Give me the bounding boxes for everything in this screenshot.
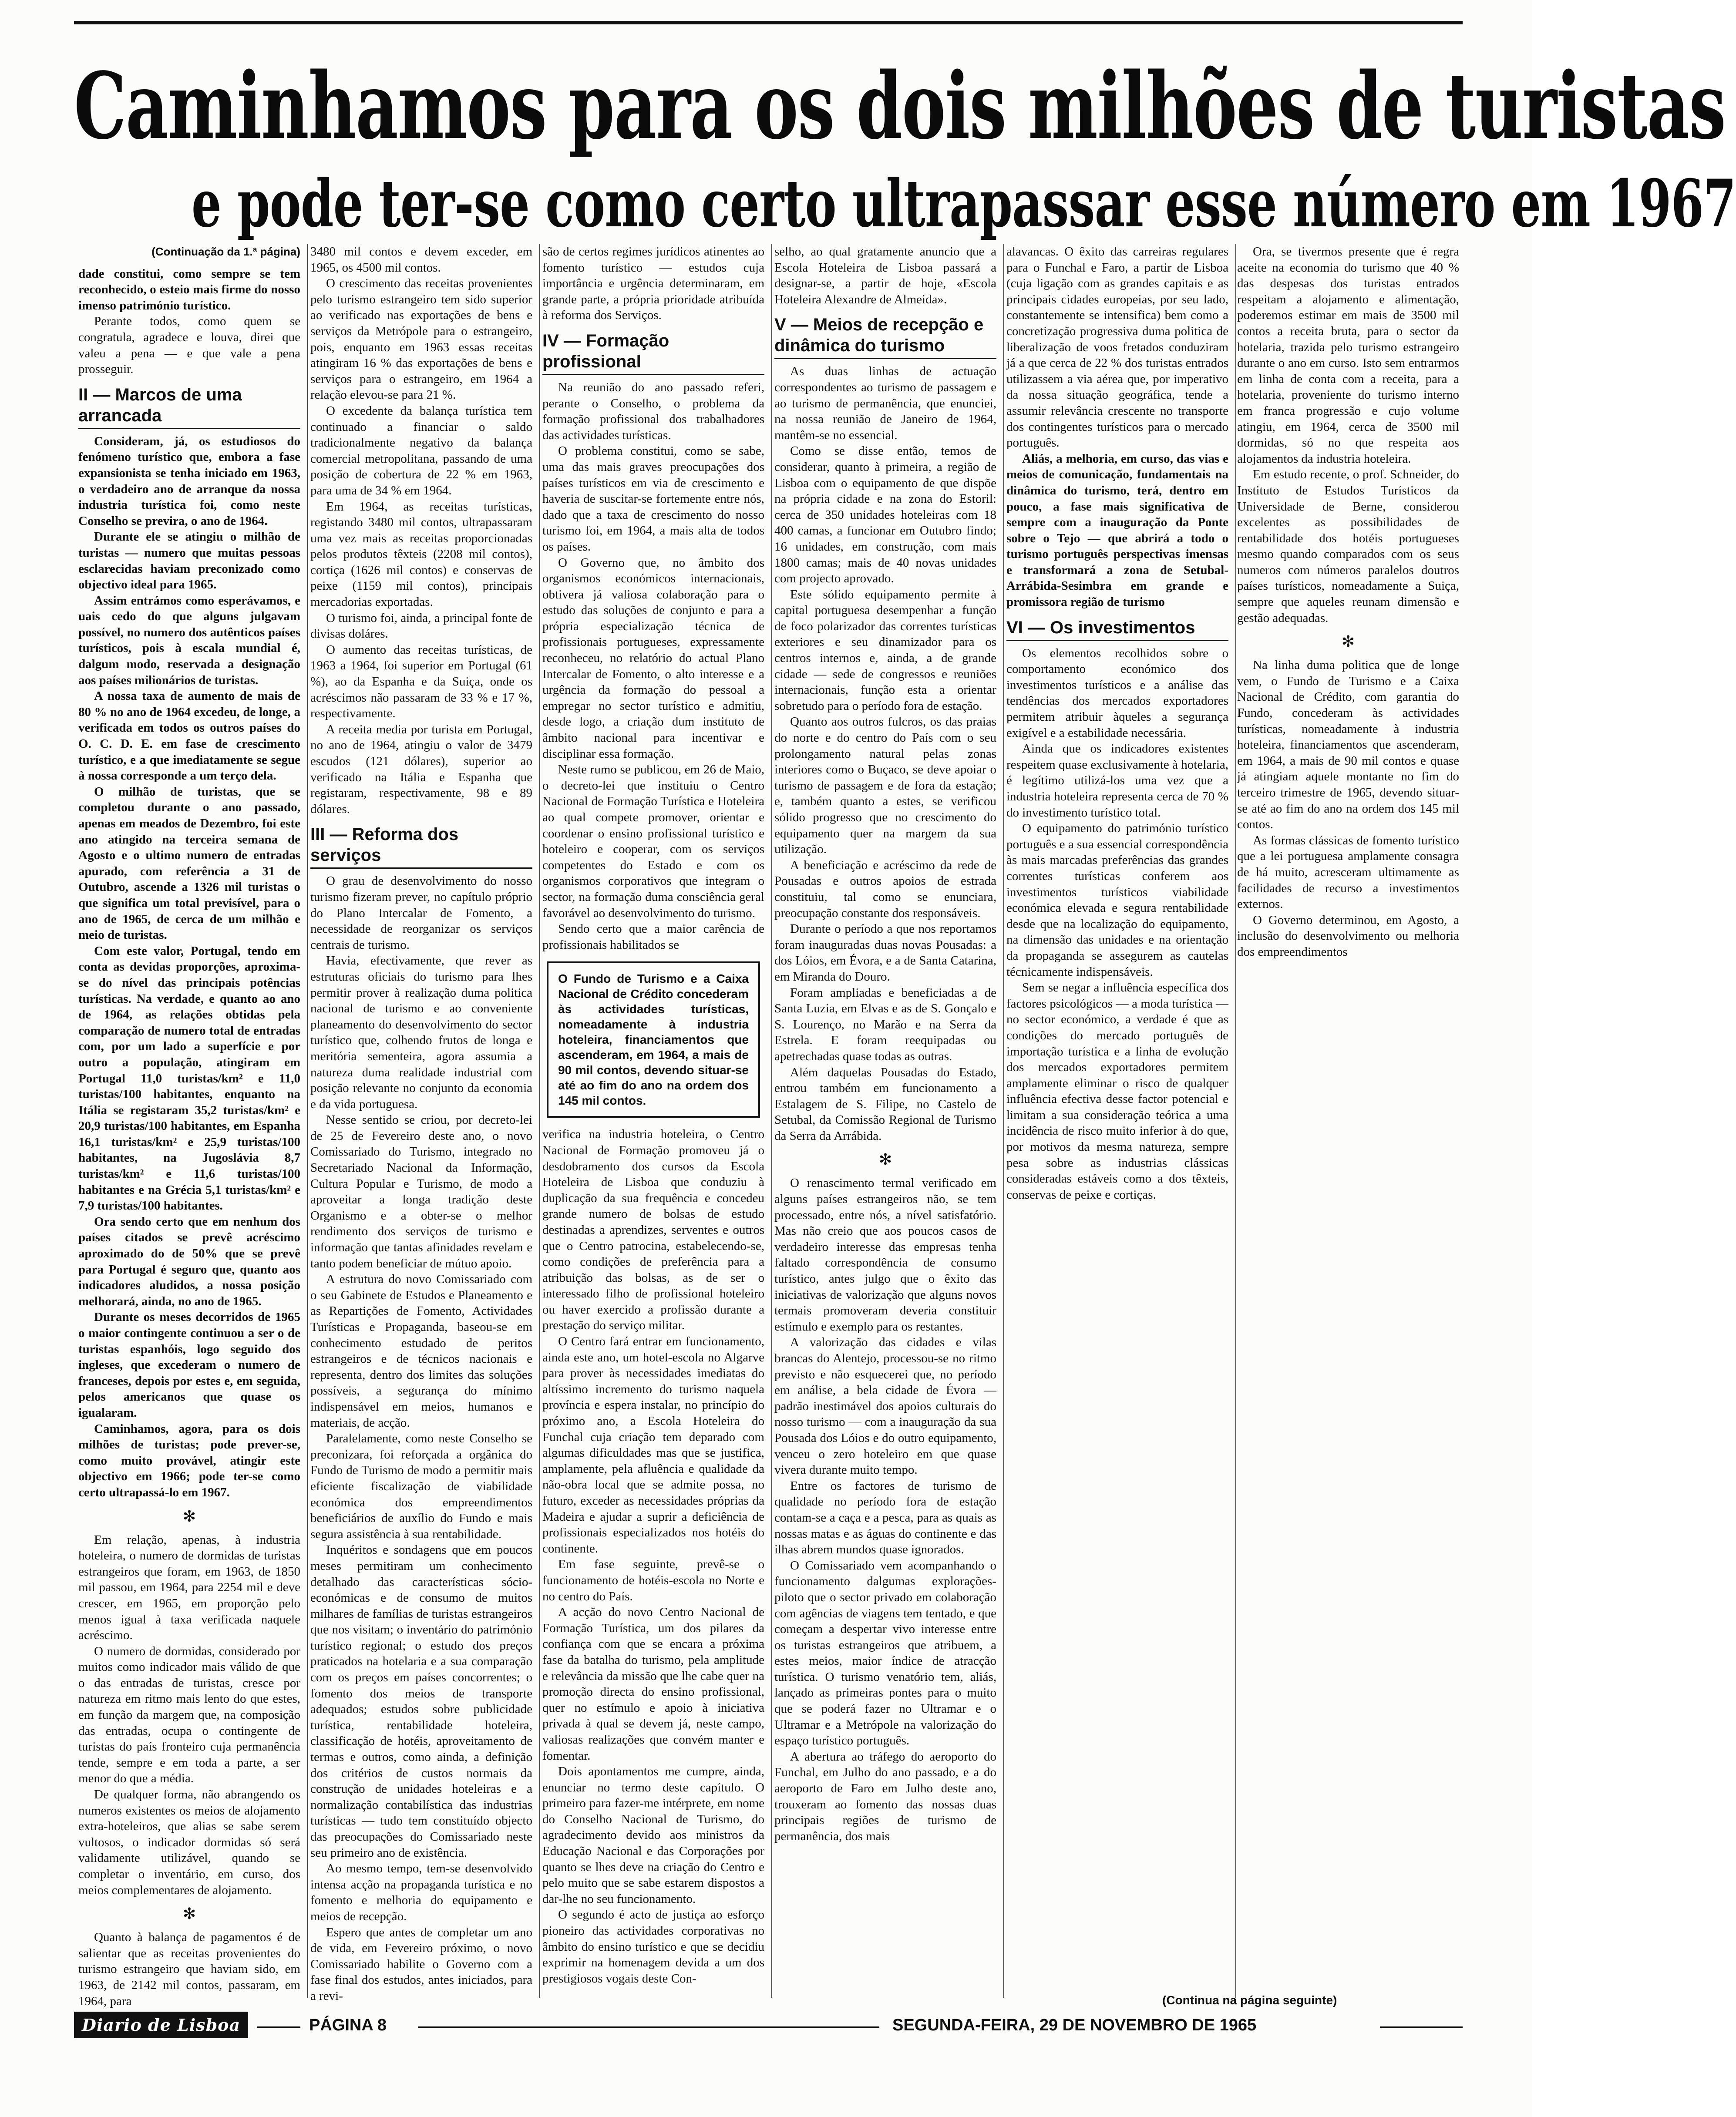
- paragraph: Em relação, apenas, à industria hoteleira, o numero de dormidas de turistas estrangeiros que foram, em 1963, de 1850 mil passou, em 1964, para 2254 mil e deve crescer, em 1965, em proporção pelo menos igual à taxa verificada naquele acréscimo.: [78, 1532, 300, 1643]
- paragraph: Neste rumo se publicou, em 26 de Maio, o decreto-lei que instituiu o Centro Nacional de Formação Turística e Hoteleira ao qual compete promover, orientar e coordenar o ensino profissional turístico e hoteleiro e cooperar, com os serviços competentes do Estado e com os organismos corporativos que integram o sector, na formação duma consciência geral favorável ao desenvolvimento do turismo.: [542, 763, 764, 920]
- paragraph: 3480 mil contos e devem exceder, em 1965, os 4500 mil contos.: [310, 245, 532, 275]
- paragraph: Sem se negar a influência específica dos factores psicológicos — a moda turística — no sector económico, a verdade é que as condições do mercado português de importação turística e a linha de evolução dos mercados exportadores permitem amplamente eliminar o risco de qualquer influência efectiva desse factor potencial e limitam a sua consideração teórica a uma incidência de risco muito inferior à do que, por motivos da mesma natureza, sempre pesa sobre as industrias clássicas consideradas estáveis como a dos têxteis, conservas de peixe e cortiças.: [1006, 981, 1228, 1202]
- paragraph: Ora sendo certo que em nenhum dos países citados se prevê acréscimo aproximado do de 50% que se prevê para Portugal é seguro que, quanto aos indicadores aludidos, a nossa posição melhorará, ainda, no ano de 1965.: [78, 1214, 300, 1308]
- paragraph: O aumento das receitas turísticas, de 1963 a 1964, foi superior em Portugal (61 %), ao da Espanha e da Suiça, onde os acréscimos não passaram de 33 % e 17 %, respectivamente.: [310, 642, 532, 721]
- paragraph: O renascimento termal verificado em alguns países estrangeiros não, se tem processado, entre nós, a nível satisfatório. Mas não creio que aos poucos casos de verdadeiro interesse das empresas tenha faltado correspondência de consumo turístico, antes julgo que o êxito das iniciativas de valorização que alguns novos termais promoveram deveria constituir estímulo e exemplo para os restantes.: [774, 1176, 996, 1334]
- paragraph: Consideram, já, os estudiosos do fenómeno turístico que, embora a fase expansionista se tenha iniciado em 1963, o verdadeiro ano de arranque da nossa industria turística foi, como neste Conselho se previra, o ano de 1964.: [78, 434, 300, 528]
- separator-star: ✻: [878, 1151, 892, 1169]
- paragraph: Assim entrámos como esperávamos, e uais cedo do que alguns julgavam possível, no numero dos autênticos países turísticos, pois à escala mundial é, dalgum modo, reservada a designação aos países milionários de turistas.: [78, 593, 300, 687]
- paragraph: Como se disse então, temos de considerar, quanto à primeira, a região de Lisboa com o equipamento de que dispõe na própria cidade e na zona do Estoril: cerca de 350 unidades hoteleiras com 18 400 camas, a funcionar em Outubro findo; 16 unidades, em construção, com mais 1800 camas; mais de 40 novas unidades com projecto aprovado.: [774, 444, 996, 586]
- paragraph: Aliás, a melhoria, em curso, das vias e meios de comunicação, fundamentais na dinâmica do turismo, terá, dentro em pouco, a fase mais significativa de sempre com a inauguração da Ponte sobre o Tejo — que abrirá a todo o turismo português perspectivas imensas e transformará a zona de Setubal-Arrábida-Sesimbra em grande e promissora região de turismo: [1006, 451, 1228, 609]
- footer-rule: [1380, 2026, 1463, 2028]
- paragraph: são de certos regimes jurídicos atinentes ao fomento turístico — estudos cuja importância e urgência determinaram, em grande parte, a própria prioridade atribuída à reforma dos Serviços.: [542, 245, 764, 323]
- paragraph: O crescimento das receitas provenientes pelo turismo estrangeiro tem sido superior ao verificado nas exportações de bens e serviços da Metrópole para o estrangeiro, pois, enquanto em 1963 essas receitas atingiram 16 % das exportações de bens e serviços para o estrangeiro, em 1964 a relação elevou-se para 21 %.: [310, 276, 532, 402]
- column-5-body: [1006, 244, 1228, 1998]
- paragraph: Espero que antes de completar um ano de vida, em Fevereiro próximo, o novo Comissariado habilite o Governo com a fase final dos estudos, antes iniciados, para a revi-: [310, 1925, 532, 2003]
- paragraph: Em estudo recente, o prof. Schneider, do Instituto de Estudos Turísticos da Universidade de Berne, considerou excelentes as possibilidades de rentabilidade dos hotéis portugueses mesmo quando comparados com os seus numeros com números paralelos doutros países turísticos, nomeadamente a Suiça, sempre que aqueles reunam dimensão e gestão adequadas.: [1237, 467, 1459, 625]
- paragraph: Ao mesmo tempo, tem-se desenvolvido intensa acção na propaganda turística e no fomento e melhoria do equipamento e meios de recepção.: [310, 1862, 532, 1923]
- paragraph: De qualquer forma, não abrangendo os numeros existentes os meios de alojamento extra-hoteleiros, que alias se sabe serem vultosos, o indicador dormidas só será validamente utilizável, quando se completar o inventário, em curso, dos meios complementares de alojamento.: [78, 1788, 300, 1897]
- paragraph: Na reunião do ano passado referi, perante o Conselho, o problema da formação profissional dos trabalhadores das actividades turísticas.: [542, 380, 764, 442]
- paragraph: Durante os meses decorridos de 1965 o maior contingente continuou a ser o de turistas espanhóis, logo seguido dos ingleses, que excederam o numero de franceses, depois por estes e, em seguida, pelos americanos que quase os igualaram.: [78, 1310, 300, 1420]
- paragraph: Caminhamos, agora, para os dois milhões de turistas; pode prever-se, como muito provável, atingir este objectivo em 1966; pode ter-se como certo ultrapassá-lo em 1967.: [78, 1421, 300, 1499]
- paragraph: Quanto aos outros fulcros, os das praias do norte e do centro do País com o seu prolongamento natural pelas zonas interiores como o Buçaco, se deve apoiar o turismo de passagem e de fora da estação; e, também quanto a estes, se verificou sólido progresso que no crescimento do equipamento quer na margem da sua utilização.: [774, 715, 996, 857]
- paragraph: O turismo foi, ainda, a principal fonte de divisas doláres.: [310, 611, 532, 641]
- paragraph: O Governo que, no âmbito dos organismos económicos internacionais, obtivera já valiosa colaboração para o estudo das soluções de conjunto e para a própria especialização técnica de profissionais portugueses, expressamente reconheceu, no relatório do actual Plano Intercalar de Fomento, o alto interesse e a urgência da formação do pessoal a empregar no sector turístico e admitiu, desde logo, a criação dum instituto de âmbito nacional para incentivar e disciplinar essa formação.: [542, 555, 764, 761]
- paragraph: A estrutura do novo Comissariado com o seu Gabinete de Estudos e Planeamento e as Repartições de Fomento, Actividades Turísticas e Propaganda, baseou-se em conhecimento estudado de peritos estrangeiros e de técnicos nacionais e representa, dentro dos limites das soluções possíveis, a segurança do mínimo indispensável em meios, humanos e materiais, de acção.: [310, 1272, 532, 1430]
- column-1: [78, 244, 300, 2008]
- paragraph: O milhão de turistas, que se completou durante o ano passado, apenas em meados de Dezembro, foi este ano atingido na terceira semana de Agosto e o ultimo numero de entradas apurado, com referência a 31 de Outubro, ascende a 1326 mil turistas o que significa um total previsível, para o ano de 1965, de cerca de um milhão e meio de turistas.: [78, 784, 300, 942]
- paragraph: Em fase seguinte, prevê-se o funcionamento de hotéis-escola no Norte e no centro do País.: [542, 1557, 764, 1603]
- paragraph: Os elementos recolhidos sobre o comportamento económico dos investimentos turísticos e a análise das tendências dos mercados exportadores permitem atribuir àqueles a segurança exigível e a estabilidade necessária.: [1006, 646, 1228, 740]
- paragraph: Em 1964, as receitas turísticas, registando 3480 mil contos, ultrapassaram uma vez mais as receitas proporcionadas pelos produtos têxteis (2208 mil contos), cortiça (1626 mil contos) e conservas de peixe (1159 mil contos), principais mercadorias exportadas.: [310, 499, 532, 609]
- paragraph: A nossa taxa de aumento de mais de 80 % no ano de 1964 excedeu, de longe, a verificada em todos os outros países do O. C. D. E. em fase de crescimento turístico, e a que imediatamente se segue à nossa corresponde a um terço dela.: [78, 689, 300, 783]
- paragraph: Nesse sentido se criou, por decreto-lei de 25 de Fevereiro deste ano, o novo Comissariado do Turismo, integrado no Secretariado Nacional da Informação, Cultura Popular e Turismo, de modo a aproveitar a longa tradição deste Organismo e a obter-se o melhor rendimento dos serviços de turismo e informação que tantas afinidades revelam e tanto podem beneficiar de mútuo apoio.: [310, 1113, 532, 1270]
- section-heading: IV — Formação profissional: [542, 330, 764, 375]
- paragraph: Na linha duma politica que de longe vem, o Fundo de Turismo e a Caixa Nacional de Crédito, com garantia do Fundo, concederam às actividades turísticas, nomeadamente à industria hoteleira, financiamentos que ascenderam, em 1964, a mais de 90 mil contos e quase já atingiam aquele montante no fim do terceiro trimestre de 1965, devendo situar-se até ao fim do ano na ordem dos 145 mil contos.: [1237, 658, 1459, 832]
- paragraph: Quanto à balança de pagamentos é de salientar que as receitas provenientes do turismo estrangeiro que haviam sido, em 1963, de 2142 mil contos, passaram, em 1964, para: [78, 1930, 300, 2008]
- paragraph: Perante todos, como quem se congratula, agradece e louva, direi que valeu a pena — e que vale a pena prosseguir.: [78, 314, 300, 376]
- paragraph: Sendo certo que a maior carência de profissionais habilitados se: [542, 922, 764, 952]
- paragraph: O numero de dormidas, considerado por muitos como indicador mais válido de que o das entradas de turistas, cresce por natureza em ritmo mais lento do que estes, em função da margem que, na composição das entradas, ocupa o contingente de turistas do país fronteiro cuja permanência tende, sempre e em toda a parte, a ser menor do que a média.: [78, 1644, 300, 1786]
- paragraph: Havia, efectivamente, que rever as estruturas oficiais do turismo para lhes permitir prover à realização duma politica nacional de turismo e ao conveniente planeamento do desenvolvimento do sector turístico que, colhendo frutos de longa e meritória sementeira, agora assumia a natureza duma realidade industrial com posição relevante no conjunto da economia e da vida portuguesa.: [310, 954, 532, 1111]
- paragraph: O Centro fará entrar em funcionamento, ainda este ano, um hotel-escola no Algarve para prover às necessidades imediatas do altíssimo incremento do turismo naquela província e espera instalar, no princípio do próximo ano, a Escola Hoteleira do Funchal cuja criação tem deparado com algumas dificuldades mas que se justifica, amplamente, pela afluência e qualidade da não-obra local que se admite possa, no futuro, exceder as necessidades próprias da Madeira e ajudar a suprir a deficiência de profissionais especializados nos hotéis do continente.: [542, 1334, 764, 1556]
- headline-line-2: e pode ter-se como certo ultrapassar esse número em 1967: [192, 165, 1736, 242]
- column-3: [542, 244, 764, 1998]
- highlight-box: O Fundo de Turismo e a Caixa Nacional de Crédito concederam às actividades turísticas, nomeadamente à industria hoteleira, financiamentos que ascenderam, em 1964, a mais de 90 mil contos, devendo situar-se até ao fim do ano na ordem dos 145 mil contos.: [547, 961, 760, 1118]
- paragraph: Ora, se tivermos presente que é regra aceite na economia do turismo que 40 % das despesas dos turistas entrados respeitam a alojamento e alimentação, poderemos estimar em mais de 3500 mil contos a receita bruta, para o sector da hotelaria, trazida pelo turismo estrangeiro durante o ano em curso. Isto sem entrarmos em linha de conta com a receita, para a hotelaria, proveniente do turismo interno em franca progressão e cujo volume atingiu, em 1964, cerca de 3500 mil dormidas, só no que respeita aos alojamentos da industria hoteleira.: [1237, 245, 1459, 466]
- page-number: PÁGINA 8: [309, 2016, 387, 2034]
- paragraph: A receita media por turista em Portugal, no ano de 1964, atingiu o valor de 3479 escudos (121 dólares), superior ao verificado na Itália e Espanha que registaram, respectivamente, 98 e 89 dólares.: [310, 722, 532, 816]
- separator-star: ✻: [182, 1507, 196, 1525]
- section-heading: VI — Os investimentos: [1006, 617, 1228, 641]
- paragraph: A valorização das cidades e vilas brancas do Alentejo, processou-se no ritmo previsto e não esquecerei que, no período em análise, a bela cidade de Évora — padrão inestimável dos apoios culturais do nosso turismo — com a inauguração da sua Pousada dos Lóios e do outro equipamento, venceu o zero hoteleiro em que quase vivera durante muito tempo.: [774, 1335, 996, 1477]
- paragraph: Entre os factores de turismo de qualidade no período fora de estação contam-se a caça e a pesca, para as quais as nossas matas e as águas do continente e das ilhas abrem mundos quase ignorados.: [774, 1479, 996, 1557]
- paragraph: Ainda que os indicadores existentes respeitem quase exclusivamente à hotelaria, é legítimo utilizá-los uma vez que a industria hoteleira representa cerca de 70 % do investimento turístico total.: [1006, 742, 1228, 820]
- paragraph: O Comissariado vem acompanhando o funcionamento dalgumas explorações-piloto que o sector privado em colaboração com agências de viagens tem tentado, e que começam a despertar vivo interesse entre os turistas estrangeiros que atribuem, a estes meios, maior índice de atracção turística. O turismo venatório tem, aliás, lançado as primeiras pontes para o muito que se poderá fazer no Ultramar e o Ultramar e a Metrópole na valorização do espaço turístico português.: [774, 1558, 996, 1748]
- paragraph: Dois apontamentos me cumpre, ainda, enunciar no termo deste capítulo. O primeiro para fazer-me intérprete, em nome do Conselho Nacional de Turismo, do agradecimento devido aos ministros da Educação Nacional e das Corporações por quanto se lhes deve na criação do Centro e pelo muito que se sabe estarem dispostos a dar-lhe no seu funcionamento.: [542, 1764, 764, 1906]
- top-rule: [74, 21, 1463, 24]
- paragraph: Foram ampliadas e beneficiadas a de Santa Luzia, em Elvas e as de S. Gonçalo e S. Lourenço, no Marão e na Serra da Estrela. E foram reequipadas ou apetrechadas quase todas as outras.: [774, 985, 996, 1063]
- paragraph: dade constitui, como sempre se tem reconhecido, o esteio mais firme do nosso imenso património turístico.: [78, 266, 300, 313]
- paragraph: A abertura ao tráfego do aeroporto do Funchal, em Julho do ano passado, e a do aeroporto de Faro em Julho deste ano, trouxeram ao fomento das nossas duas principais regiões de turismo de permanência, dos mais: [774, 1749, 996, 1843]
- separator-star: ✻: [182, 1905, 196, 1923]
- paragraph: O equipamento do património turístico português e a sua essencial correspondência às mais marcadas preferências das grandes correntes turísticas conferem aos investimentos turísticos viabilidade económica elevada e segura rentabilidade desde que na localização do equipamento, na dimensão das unidades e na orientação da propaganda se assegurem as cautelas técnicamente indispensáveis.: [1006, 821, 1228, 979]
- continuation-note: (Continuação da 1.ª página): [151, 245, 300, 258]
- paragraph: Inquéritos e sondagens que em poucos meses permitiram um conhecimento detalhado das características sócio-económicas e de consumo de muitos milhares de famílias de turistas estrangeiros que nos visitam; o inventário do património turístico regional; o estudo dos preços praticados na hotelaria e a sua comparação com os preços em países concorrentes; o fomento dos meios de transporte adequados; estudos sobre publicidade turística, rentabilidade hoteleira, classificação de hotéis, aproveitamento de termas e outros, como ainda, a definição dos critérios de custos normais da construção de unidades hoteleiras e a normalização contabilística das industrias turísticas — tudo tem constituído objecto das preocupações do Comissariado neste seu primeiro ano de existência.: [310, 1543, 532, 1860]
- paragraph: O problema constitui, como se sabe, uma das mais graves preocupações dos países turísticos em via de crescimento e haveria de suscitar-se fortemente entre nós, dado que a taxa de crescimento do nosso turismo foi, em 1964, a mais alta de todos os países.: [542, 444, 764, 554]
- paragraph: verifica na industria hoteleira, o Centro Nacional de Formação promoveu já o desdobramento dos cursos da Escola Hoteleira de Lisboa que conduziu à duplicação da sua frequência e concedeu grande numero de bolsas de estudo destinadas a aprendizes, serventes e outros que o Centro patrocina, estabelecendo-se, como condições de preferência para a atribuição das bolsas, as de ser o interessado filho de profissional hoteleiro ou haver exercido a profissão durante a prestação do serviço militar.: [542, 1127, 764, 1333]
- section-heading: II — Marcos de uma arrancada: [78, 384, 300, 429]
- paragraph: A acção do novo Centro Nacional de Formação Turística, um dos pilares da confiança com que se encara a próxima fase da batalha do turismo, pela amplitude e relevância da missão que lhe cabe quer na promoção directa do ensino profissional, quer no estímulo e apoio à iniciativa privada à qual se devem já, neste campo, valiosas realizações que convém manter e fomentar.: [542, 1605, 764, 1763]
- newspaper-logo: Diario de Lisboa: [74, 2012, 248, 2038]
- paragraph: Paralelamente, como neste Conselho se preconizara, foi reforçada a orgânica do Fundo de Turismo de modo a permitir mais eficiente fiscalização de viabilidade económica dos empreendimentos beneficiários de auxílio do Fundo e mais segura assistência à sua rentabilidade.: [310, 1431, 532, 1541]
- paragraph: As formas clássicas de fomento turístico que a lei portuguesa amplamente consagra de há muito, acresceram ultimamente as facilidades de recurso a investimentos externos.: [1237, 833, 1459, 911]
- footer-rule: [418, 2026, 879, 2028]
- paragraph: O segundo é acto de justiça ao esforço pioneiro das actividades corporativas no âmbito do ensino turístico e que se decidiu exprimir na homenagem devida a um dos prestigiosos vogais deste Con-: [542, 1908, 764, 1986]
- headline-line-1: Caminhamos para os dois milhões de turistas: [74, 52, 1726, 160]
- paragraph: selho, ao qual gratamente anuncio que a Escola Hoteleira de Lisboa passará a designar-se, a partir de hoje, «Escola Hoteleira Alexandre de Almeida».: [774, 245, 996, 306]
- column-5: [1006, 244, 1459, 1998]
- paragraph: O excedente da balança turística tem continuado a financiar o saldo tradicionalmente negativo da balança comercial metropolitana, passando de uma posição de cobertura de 22 % em 1963, para uma de 34 % em 1964.: [310, 403, 532, 497]
- column-4: [774, 244, 996, 1998]
- section-heading: V — Meios de recepção e dinâmica do turismo: [774, 314, 996, 359]
- column-6-body: [1237, 244, 1459, 1998]
- page-footer: [74, 2012, 1463, 2042]
- paragraph: Durante o período a que nos reportamos foram inauguradas duas novas Pousadas: a dos Lóios, em Évora, e a de Santa Catarina, em Miranda do Douro.: [774, 922, 996, 984]
- section-heading: III — Reforma dos serviços: [310, 824, 532, 869]
- paragraph: Com este valor, Portugal, tendo em conta as devidas proporções, aproxima-se do nível das principais potências turísticas. Na verdade, e quanto ao ano de 1964, as relações obtidas pela comparação de numero total de entradas com, por um lado a superfície e por outro a população, atingiram em Portugal 11,0 turistas/km² e 11,0 turistas/100 habitantes, enquanto na Itália se registaram 35,2 turistas/km² e 20,9 turistas/100 habitantes, em Espanha 16,1 turistas/km² e 25,9 turistas/100 habitantes, na Jugoslávia 8,7 turistas/km² e 11,6 turistas/100 habitantes e na Grécia 5,1 turistas/km² e 7,9 turistas/100 habitantes.: [78, 944, 300, 1213]
- paragraph: O Governo determinou, em Agosto, a inclusão do desenvolvimento ou melhoria dos empreendimentos: [1237, 913, 1459, 959]
- column-2: [310, 244, 532, 2003]
- paragraph: alavancas. O êxito das carreiras regulares para o Funchal e Faro, a partir de Lisboa (cuja ligação com as grandes capitais e as principais cidades europeias, por seu lado, constantemente se intensifica) bem como a concretização progressiva duma politica de liberalização de voos fretados conduziram já a que cerca de 22 % dos turistas entrados utilizassem a via aérea que, por imperativo da nossa situação geográfica, tende a assumir relevância crescente no transporte dos contingentes turísticos para o mercado português.: [1006, 245, 1228, 450]
- paragraph: As duas linhas de actuação correspondentes ao turismo de passagem e ao turismo de permanência, que enunciei, na nossa reunião de Janeiro de 1964, mantêm-se no essencial.: [774, 364, 996, 442]
- paragraph: O grau de desenvolvimento do nosso turismo fizeram prever, no capítulo próprio do Plano Intercalar de Fomento, a necessidade de reorganizar os serviços centrais de turismo.: [310, 874, 532, 952]
- paragraph: Além daquelas Pousadas do Estado, entrou também em funcionamento a Estalagem de S. Filipe, no Castelo de Setubal, da Comissão Regional de Turismo da Serra da Arrábida.: [774, 1065, 996, 1143]
- separator-star: ✻: [1341, 633, 1355, 651]
- continuation-note-bottom: (Continua na página seguinte): [1162, 1993, 1337, 2007]
- paragraph: A beneficiação e acréscimo da rede de Pousadas e outros apoios de estrada constituiu, tal como se enunciara, preocupação constante dos responsáveis.: [774, 858, 996, 920]
- issue-date: SEGUNDA-FEIRA, 29 DE NOVEMBRO DE 1965: [892, 2016, 1257, 2034]
- paragraph: Este sólido equipamento permite à capital portuguesa desempenhar a função de foco polarizador das correntes turísticas exteriores e seu dinamizador para os centros internos e, ainda, a de grande cidade — sede de congressos e reuniões internacionais, função esta a orientar sobretudo para o período fora de estação.: [774, 587, 996, 713]
- footer-rule: [257, 2026, 300, 2028]
- paragraph: Durante ele se atingiu o milhão de turistas — numero que muitas pessoas esclarecidas haviam preconizado como objectivo ideal para 1965.: [78, 530, 300, 592]
